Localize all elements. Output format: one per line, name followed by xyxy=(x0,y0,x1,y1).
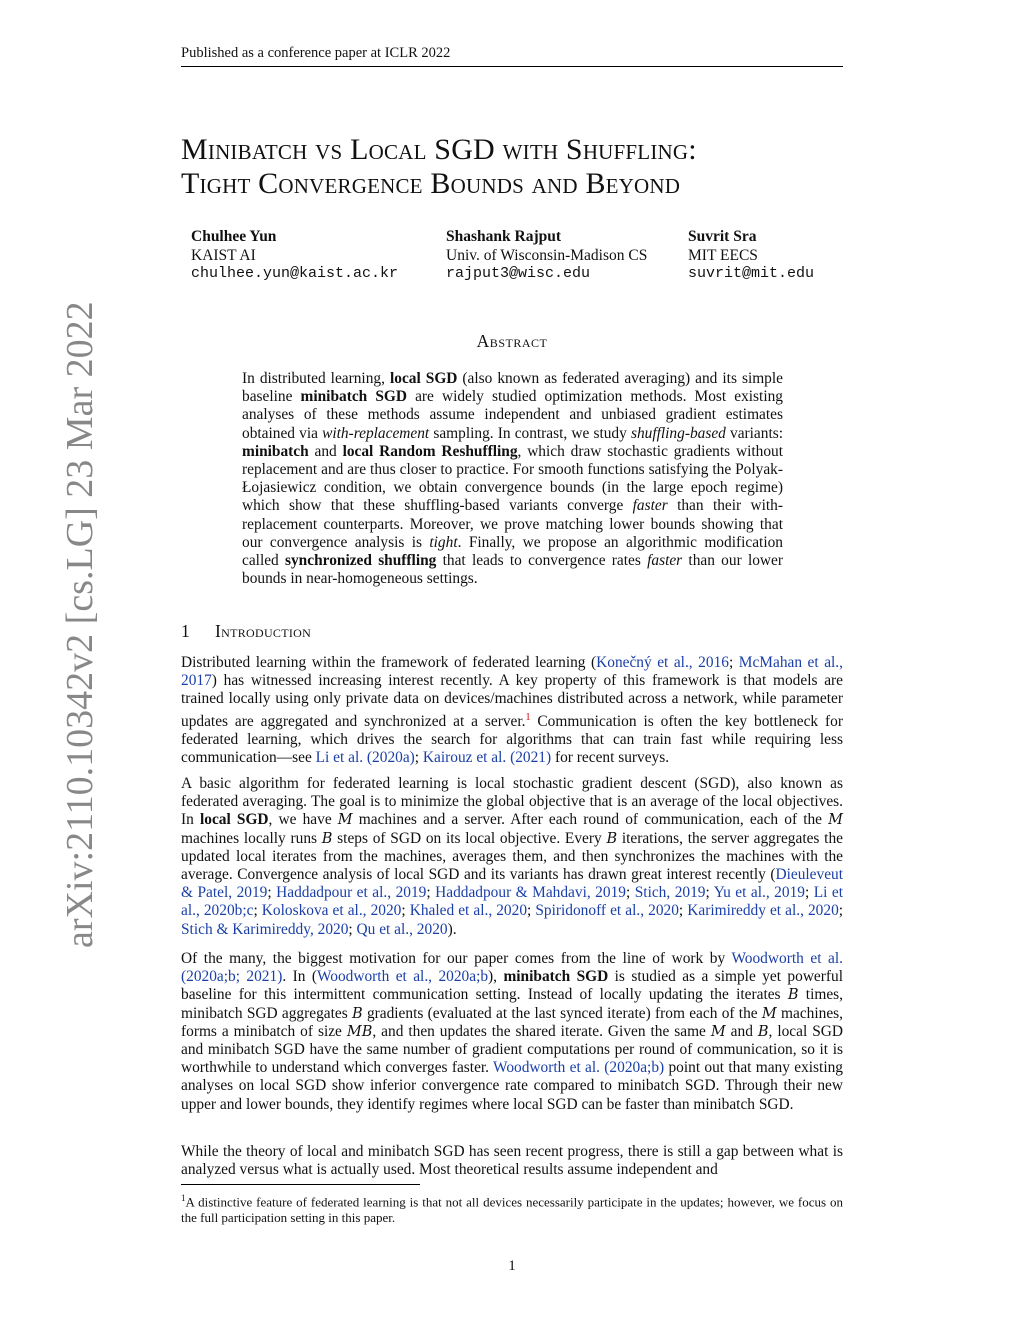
text: ; xyxy=(401,902,410,920)
footnote-1 xyxy=(181,1190,843,1226)
text: , we have xyxy=(268,811,338,829)
text: A basic algorithm for federated learning is local stochastic gradient descent (SGD), also known as federated averaging. The goal is to minimize the global objective that is an average of the local objectives. In xyxy=(181,775,843,829)
text: ; xyxy=(678,902,688,920)
text-bold: local SGD xyxy=(199,811,269,829)
text: ), xyxy=(488,968,504,986)
text: point out that many existing analyses on local SGD show inferior convergence rate compared to minibatch SGD. Through their new upper and lower bounds, they identify regimes where local SGD can be faster than minibatch SGD. xyxy=(181,1059,843,1113)
author-email[interactable]: rajput3@wisc.edu xyxy=(446,265,591,282)
math-symbol: B xyxy=(321,830,333,847)
citation-link[interactable]: Yu et al., 2019 xyxy=(713,884,805,902)
text: and xyxy=(308,442,343,460)
text: ; xyxy=(267,884,277,902)
citation-link[interactable]: Koloskova et al., 2020 xyxy=(261,902,402,920)
section-title: Introduction xyxy=(215,621,312,641)
math-symbol: MB xyxy=(346,1023,373,1040)
text: and xyxy=(725,1022,758,1040)
text: ; xyxy=(414,749,423,767)
citation-link[interactable]: Qu et al., 2020 xyxy=(356,920,448,938)
author-2 xyxy=(446,228,647,284)
citation-link[interactable]: McMahan et al., 2017 xyxy=(181,654,843,690)
paragraph-3 xyxy=(181,950,843,1114)
author-affiliation: KAIST AI xyxy=(191,246,256,264)
text-italic: tight xyxy=(429,533,458,551)
text: , local SGD and minibatch SGD have the same number of gradient computations per round of communication, so it is worthwhile to understand which converges faster. xyxy=(181,1022,843,1077)
footnote-rule xyxy=(181,1184,420,1185)
author-name: Suvrit Sra xyxy=(688,228,757,245)
text-bold: minibatch SGD xyxy=(503,968,609,986)
text-bold: minibatch SGD xyxy=(300,388,407,406)
author-3 xyxy=(688,228,814,284)
text: gradients (evaluated at the last synced iterate) from each of the xyxy=(362,1004,762,1022)
citation-link[interactable]: Spiridonoff et al., 2020 xyxy=(535,902,679,920)
text: times, minibatch SGD aggregates xyxy=(181,986,843,1022)
footnote-text: A distinctive feature of federated learning is that not all devices necessarily participate in the updates; however, we focus on the full participation setting in this paper. xyxy=(181,1194,843,1226)
math-symbol: B xyxy=(606,830,618,847)
author-name: Chulhee Yun xyxy=(191,228,277,245)
citation-link[interactable]: Konečný et al., 2016 xyxy=(596,654,729,671)
math-symbol: M xyxy=(710,1023,726,1040)
author-affiliation: MIT EECS xyxy=(688,246,758,264)
citation-link[interactable]: Haddadpour et al., 2019 xyxy=(276,884,427,902)
text: ; xyxy=(426,884,436,902)
math-symbol: B xyxy=(787,987,799,1004)
author-affiliation: Univ. of Wisconsin-Madison CS xyxy=(446,246,648,264)
paragraph-2 xyxy=(181,775,843,939)
text: ; xyxy=(728,654,739,671)
citation-link[interactable]: Li et al., 2020b;c xyxy=(181,884,844,920)
text: ; xyxy=(705,884,714,902)
text-bold: local SGD xyxy=(389,370,458,387)
author-name: Shashank Rajput xyxy=(446,228,562,245)
text-italic: faster xyxy=(632,497,668,515)
paragraph-4 xyxy=(181,1143,843,1179)
section-number: 1 xyxy=(181,621,191,641)
math-symbol: M xyxy=(828,812,843,829)
abstract-heading: Abstract xyxy=(476,331,548,351)
text: ; xyxy=(838,902,844,920)
text: Communication is often the key bottleneck for federated learning, which drives the search for algorithms that can train fast while requiring less communication—see xyxy=(181,712,843,767)
text-bold: synchronized shuffling xyxy=(285,552,437,570)
text: sampling. In contrast, we study xyxy=(429,424,631,442)
citation-link[interactable]: Haddadpour & Mahdavi, 2019 xyxy=(435,884,626,902)
text: ; xyxy=(804,884,814,902)
citation-link[interactable]: Dieuleveut & Patel, 2019 xyxy=(181,866,843,902)
abstract-body xyxy=(242,370,783,588)
citation-link[interactable]: Li et al. (2020a) xyxy=(315,749,415,767)
text: machines locally runs xyxy=(181,829,322,847)
text: Of the many, the biggest motivation for our paper comes from the line of work by xyxy=(181,950,732,967)
citation-link[interactable]: Kairouz et al. (2021) xyxy=(422,749,552,767)
header-rule xyxy=(181,66,843,67)
text: than their with-replacement counterparts. Moreover, we prove matching lower bounds showing that our convergence analysis is xyxy=(242,497,783,551)
text: ; xyxy=(253,902,262,920)
text: ; xyxy=(625,884,635,902)
text: iterations, the server aggregates the updated local iterates from the machines, averages them, and then synchronizes the machines with the average. Convergence analysis of local SGD and its variants has drawn great interest recently ( xyxy=(181,829,843,884)
text-bold: minibatch xyxy=(242,442,309,460)
author-email[interactable]: suvrit@mit.edu xyxy=(688,265,815,282)
text: , and then updates the shared iterate. Given the same xyxy=(372,1022,711,1040)
text: (also known as federated averaging) and its simple baseline xyxy=(242,370,783,406)
title-line-2: Tight Convergence Bounds and Beyond xyxy=(181,167,681,200)
text: ; xyxy=(348,920,357,938)
text: steps of SGD on its local objective. Every xyxy=(332,829,607,847)
text: In distributed learning, xyxy=(242,370,390,387)
math-symbol: M xyxy=(337,812,353,829)
text: is studied as a simple yet powerful baseline for this intermittent communication setting. Instead of locally updating the iterates xyxy=(181,968,843,1004)
text: ) has witnessed increasing interest recently. A key property of this framework is that models are trained locally using only private data on devices/machines distributed across a network, while parameter updates are aggregated and synchronized at a server. xyxy=(181,672,843,730)
arxiv-stamp: arXiv:2110.10342v2 [cs.LG] 23 Mar 2022 xyxy=(59,301,101,948)
text: for recent surveys. xyxy=(551,749,670,767)
footnote-mark: 1 xyxy=(181,1193,186,1203)
text: . In ( xyxy=(282,968,317,986)
citation-link[interactable]: Stich, 2019 xyxy=(634,884,706,902)
paragraph-1 xyxy=(181,654,843,767)
citation-link[interactable]: Stich & Karimireddy, 2020 xyxy=(181,920,349,938)
text-italic: faster xyxy=(647,552,683,570)
author-email[interactable]: chulhee.yun@kaist.ac.kr xyxy=(191,265,399,282)
text: that leads to convergence rates xyxy=(436,552,648,570)
citation-link[interactable]: Karimireddy et al., 2020 xyxy=(687,902,839,920)
text: ). xyxy=(447,920,457,938)
paper-title xyxy=(181,133,843,201)
text-italic: shuffling-based xyxy=(630,424,726,442)
text: While the theory of local and minibatch SGD has seen recent progress, there is still a gap between what is analyzed versus what is actually used. Most theoretical results assume independent and xyxy=(181,1143,843,1179)
text: ; xyxy=(527,902,536,920)
author-1 xyxy=(191,228,398,284)
citation-link[interactable]: Woodworth et al. (2020a;b; 2021) xyxy=(181,950,843,986)
math-symbol: B xyxy=(352,1005,363,1022)
text: . Finally, we propose an algorithmic modification called xyxy=(242,533,783,570)
text: machines, forms a minibatch of size xyxy=(181,1004,844,1040)
footnote-link[interactable]: 1 xyxy=(525,711,531,723)
text: Distributed learning within the framework of federated learning ( xyxy=(181,654,597,671)
text-italic: with-replacement xyxy=(322,424,430,442)
citation-link[interactable]: Khaled et al., 2020 xyxy=(409,902,528,920)
text-bold: local Random Reshuffling xyxy=(342,442,518,460)
running-header: Published as a conference paper at ICLR 2022 xyxy=(181,45,451,61)
text: variants: xyxy=(725,424,783,442)
text: are widely studied optimization methods. Most existing analyses of these methods assume independent and unbiased gradient estimates obtained via xyxy=(242,388,783,442)
title-line-1: Minibatch vs Local SGD with Shuffling: xyxy=(181,133,697,166)
text: machines and a server. After each round of communication, each of the xyxy=(352,811,829,829)
page-number: 1 xyxy=(508,1258,516,1274)
math-symbol: B xyxy=(757,1023,769,1040)
text: than our lower bounds in near-homogeneous settings. xyxy=(242,552,783,588)
citation-link[interactable]: Woodworth et al. (2020a;b) xyxy=(493,1059,665,1077)
math-symbol: M xyxy=(761,1005,777,1022)
text: , which draw stochastic gradients without replacement and are thus closer to practice. For smooth functions satisfying the Polyak-Łojasiewicz condition, we obtain convergence bounds (in the large epoch regime) which show that these shuffling-based variants converge xyxy=(242,442,783,515)
citation-link[interactable]: Woodworth et al., 2020a;b xyxy=(316,968,489,986)
section-heading-introduction xyxy=(181,621,311,642)
